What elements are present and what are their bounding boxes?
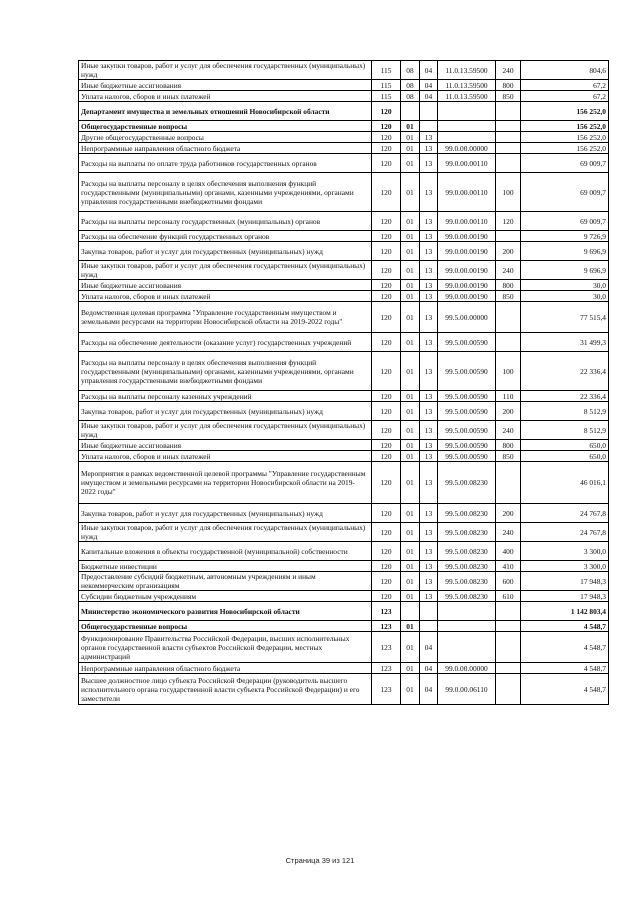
- cell-ved: 120: [372, 102, 401, 121]
- cell-name: Непрограммные направления областного бюджета: [79, 663, 372, 674]
- cell-ved: 123: [372, 602, 401, 621]
- cell-vr: [496, 154, 521, 173]
- cell-vr: [496, 663, 521, 674]
- cell-ved: 123: [372, 621, 401, 632]
- cell-csr: 99.5.00.00590: [438, 333, 496, 352]
- table-row: [79, 632, 609, 663]
- cell-csr: 99.5.00.00590: [438, 391, 496, 402]
- cell-name: Капитальные вложения в объекты государственной (муниципальной) собственности: [79, 542, 372, 561]
- cell-ved: 120: [372, 173, 401, 212]
- cell-vr: [496, 143, 521, 154]
- cell-name: Расходы на выплаты по оплате труда работников государственных органов: [79, 154, 372, 173]
- cell-rz: 01: [401, 561, 420, 572]
- cell-pr: 04: [420, 61, 438, 80]
- cell-sum: 17 948,3: [521, 572, 609, 591]
- cell-rz: 01: [401, 440, 420, 451]
- table-row: [79, 674, 609, 705]
- table-row: [79, 391, 609, 402]
- cell-ved: 120: [372, 154, 401, 173]
- cell-pr: 04: [420, 91, 438, 102]
- cell-vr: 850: [496, 291, 521, 302]
- cell-csr: [438, 632, 496, 663]
- cell-name: Уплата налогов, сборов и иных платежей: [79, 451, 372, 462]
- table-row: [79, 242, 609, 261]
- cell-ved: 120: [372, 402, 401, 421]
- cell-pr: 13: [420, 504, 438, 523]
- cell-ved: 120: [372, 302, 401, 333]
- cell-sum: 77 515,4: [521, 302, 609, 333]
- table-row: [79, 542, 609, 561]
- cell-name: Общегосударственные вопросы: [79, 621, 372, 632]
- cell-ved: 120: [372, 280, 401, 291]
- table-row: [79, 231, 609, 242]
- cell-sum: 156 252,0: [521, 132, 609, 143]
- table-row: [79, 291, 609, 302]
- cell-vr: [496, 333, 521, 352]
- table-row: [79, 261, 609, 280]
- cell-name: Расходы на выплаты персоналу в целях обеспечения выполнения функций государственными (муниципальными) органами, казенными учреждениями, органами управления государственными внебюджетными фондами: [79, 352, 372, 391]
- cell-ved: 120: [372, 572, 401, 591]
- cell-sum: 4 548,7: [521, 663, 609, 674]
- cell-rz: 01: [401, 572, 420, 591]
- cell-rz: 08: [401, 91, 420, 102]
- cell-ved: 120: [372, 212, 401, 231]
- cell-name: Уплата налогов, сборов и иных платежей: [79, 91, 372, 102]
- cell-vr: [496, 602, 521, 621]
- cell-csr: 99.0.00.00190: [438, 231, 496, 242]
- cell-name: Расходы на выплаты персоналу государственных (муниципальных) органов: [79, 212, 372, 231]
- cell-rz: 01: [401, 261, 420, 280]
- cell-csr: 11.0.13.59500: [438, 91, 496, 102]
- cell-vr: [496, 102, 521, 121]
- cell-pr: 04: [420, 663, 438, 674]
- cell-ved: 120: [372, 462, 401, 504]
- cell-pr: 13: [420, 242, 438, 261]
- cell-name: Уплата налогов, сборов и иных платежей: [79, 291, 372, 302]
- cell-name: Расходы на выплаты персоналу в целях обеспечения выполнения функций государственными (муниципальными) органами, казенными учреждениями, органами управления государственными внебюджетными фондами: [79, 173, 372, 212]
- cell-ved: 120: [372, 261, 401, 280]
- cell-csr: [438, 621, 496, 632]
- cell-sum: 9 696,9: [521, 242, 609, 261]
- cell-name: Иные закупки товаров, работ и услуг для обеспечения государственных (муниципальных) нужд: [79, 421, 372, 440]
- cell-pr: 13: [420, 451, 438, 462]
- cell-sum: 69 009,7: [521, 212, 609, 231]
- table-row: [79, 561, 609, 572]
- cell-rz: 01: [401, 632, 420, 663]
- table-row: [79, 523, 609, 542]
- cell-csr: 99.5.00.08230: [438, 591, 496, 602]
- cell-csr: 99.5.00.08230: [438, 504, 496, 523]
- cell-pr: 13: [420, 542, 438, 561]
- cell-rz: 01: [401, 333, 420, 352]
- cell-ved: 120: [372, 591, 401, 602]
- cell-rz: 01: [401, 402, 420, 421]
- cell-rz: 01: [401, 352, 420, 391]
- cell-ved: 115: [372, 61, 401, 80]
- cell-rz: 01: [401, 421, 420, 440]
- cell-vr: [496, 632, 521, 663]
- cell-vr: [496, 462, 521, 504]
- cell-name: Министерство экономического развития Новосибирской области: [79, 602, 372, 621]
- cell-csr: [438, 132, 496, 143]
- cell-sum: 8 512,9: [521, 421, 609, 440]
- cell-vr: [496, 302, 521, 333]
- cell-sum: 24 767,8: [521, 523, 609, 542]
- cell-csr: 99.0.00.00190: [438, 242, 496, 261]
- cell-csr: 99.0.00.06110: [438, 674, 496, 705]
- cell-rz: 01: [401, 302, 420, 333]
- table-row: [79, 102, 609, 121]
- table-row: [79, 462, 609, 504]
- cell-pr: 13: [420, 261, 438, 280]
- cell-csr: [438, 602, 496, 621]
- cell-pr: 13: [420, 143, 438, 154]
- cell-pr: 04: [420, 674, 438, 705]
- cell-sum: 156 252,0: [521, 121, 609, 132]
- cell-sum: 67,2: [521, 80, 609, 91]
- table-row: [79, 402, 609, 421]
- cell-rz: 01: [401, 242, 420, 261]
- cell-vr: 800: [496, 80, 521, 91]
- cell-pr: 13: [420, 302, 438, 333]
- cell-vr: 600: [496, 572, 521, 591]
- cell-csr: 99.0.00.00000: [438, 143, 496, 154]
- cell-pr: [420, 621, 438, 632]
- cell-pr: 13: [420, 391, 438, 402]
- table-row: [79, 80, 609, 91]
- cell-pr: 13: [420, 421, 438, 440]
- cell-rz: 01: [401, 523, 420, 542]
- cell-rz: 01: [401, 391, 420, 402]
- cell-csr: 99.5.00.08230: [438, 462, 496, 504]
- cell-vr: [496, 621, 521, 632]
- cell-sum: 17 948,3: [521, 591, 609, 602]
- cell-rz: 08: [401, 80, 420, 91]
- cell-sum: 46 016,1: [521, 462, 609, 504]
- cell-vr: 610: [496, 591, 521, 602]
- cell-rz: 01: [401, 504, 420, 523]
- cell-pr: 13: [420, 231, 438, 242]
- table-row: [79, 280, 609, 291]
- cell-ved: 120: [372, 143, 401, 154]
- cell-rz: 01: [401, 591, 420, 602]
- table-row: [79, 602, 609, 621]
- cell-name: Иные закупки товаров, работ и услуг для обеспечения государственных (муниципальных) нужд: [79, 523, 372, 542]
- cell-ved: 120: [372, 121, 401, 132]
- cell-rz: 01: [401, 451, 420, 462]
- cell-csr: [438, 102, 496, 121]
- cell-name: Закупка товаров, работ и услуг для государственных (муниципальных) нужд: [79, 504, 372, 523]
- table-row: [79, 61, 609, 80]
- cell-pr: 04: [420, 632, 438, 663]
- cell-ved: 120: [372, 333, 401, 352]
- cell-pr: [420, 602, 438, 621]
- cell-vr: 200: [496, 242, 521, 261]
- table-row: [79, 91, 609, 102]
- cell-name: Закупка товаров, работ и услуг для государственных (муниципальных) нужд: [79, 402, 372, 421]
- cell-name: Высшее должностное лицо субъекта Российской Федерации (руководитель высшего исполнительного органа государственной власти субъекта Российской Федерации) и его заместители: [79, 674, 372, 705]
- cell-name: Ведомственная целевая программа "Управление государственным имуществом и земельными ресурсами на территории Новосибирской области на 2019-2022 годы": [79, 302, 372, 333]
- table-row: [79, 572, 609, 591]
- cell-name: Иные бюджетные ассигнования: [79, 80, 372, 91]
- cell-pr: 13: [420, 402, 438, 421]
- cell-sum: 69 009,7: [521, 154, 609, 173]
- cell-vr: 240: [496, 61, 521, 80]
- cell-pr: 13: [420, 462, 438, 504]
- cell-csr: 11.0.13.59500: [438, 80, 496, 91]
- cell-sum: 650,0: [521, 451, 609, 462]
- cell-csr: 99.5.00.00590: [438, 352, 496, 391]
- cell-rz: 01: [401, 143, 420, 154]
- cell-csr: 99.5.00.00000: [438, 302, 496, 333]
- cell-rz: 01: [401, 212, 420, 231]
- cell-sum: 30,0: [521, 291, 609, 302]
- cell-vr: [496, 231, 521, 242]
- cell-ved: 120: [372, 242, 401, 261]
- cell-name: Иные бюджетные ассигнования: [79, 280, 372, 291]
- cell-ved: 120: [372, 523, 401, 542]
- cell-vr: 200: [496, 402, 521, 421]
- table-row: [79, 143, 609, 154]
- cell-vr: [496, 121, 521, 132]
- cell-pr: 13: [420, 132, 438, 143]
- cell-ved: 120: [372, 451, 401, 462]
- cell-rz: 01: [401, 621, 420, 632]
- table-row: [79, 154, 609, 173]
- cell-name: Функционирование Правительства Российской Федерации, высших исполнительных органов государственной власти субъектов Российской Федерации, местных администраций: [79, 632, 372, 663]
- cell-csr: 99.5.00.08230: [438, 542, 496, 561]
- cell-sum: 1 142 803,4: [521, 602, 609, 621]
- table-row: [79, 421, 609, 440]
- cell-sum: 24 767,8: [521, 504, 609, 523]
- cell-csr: 11.0.13.59500: [438, 61, 496, 80]
- cell-pr: 13: [420, 352, 438, 391]
- cell-vr: 100: [496, 352, 521, 391]
- cell-rz: 08: [401, 61, 420, 80]
- cell-rz: 01: [401, 121, 420, 132]
- cell-pr: 04: [420, 80, 438, 91]
- cell-pr: 13: [420, 561, 438, 572]
- cell-ved: 120: [372, 391, 401, 402]
- cell-name: Иные бюджетные ассигнования: [79, 440, 372, 451]
- cell-vr: 200: [496, 504, 521, 523]
- cell-pr: 13: [420, 523, 438, 542]
- cell-ved: 120: [372, 231, 401, 242]
- cell-pr: [420, 102, 438, 121]
- cell-ved: 115: [372, 91, 401, 102]
- cell-sum: 650,0: [521, 440, 609, 451]
- cell-sum: 30,0: [521, 280, 609, 291]
- cell-rz: 01: [401, 663, 420, 674]
- cell-rz: 01: [401, 542, 420, 561]
- cell-pr: 13: [420, 212, 438, 231]
- cell-vr: 400: [496, 542, 521, 561]
- cell-vr: 240: [496, 523, 521, 542]
- cell-sum: 156 252,0: [521, 143, 609, 154]
- table-row: [79, 333, 609, 352]
- cell-name: Непрограммные направления областного бюджета: [79, 143, 372, 154]
- table-row: [79, 440, 609, 451]
- cell-csr: 99.5.00.00590: [438, 402, 496, 421]
- cell-csr: 99.0.00.00190: [438, 261, 496, 280]
- cell-sum: 156 252,0: [521, 102, 609, 121]
- cell-sum: 4 548,7: [521, 674, 609, 705]
- cell-sum: 804,6: [521, 61, 609, 80]
- cell-csr: [438, 121, 496, 132]
- cell-sum: 4 548,7: [521, 632, 609, 663]
- cell-rz: 01: [401, 280, 420, 291]
- cell-sum: 3 300,0: [521, 561, 609, 572]
- cell-sum: 67,2: [521, 91, 609, 102]
- cell-vr: 120: [496, 212, 521, 231]
- cell-sum: 31 499,3: [521, 333, 609, 352]
- cell-name: Субсидии бюджетным учреждениям: [79, 591, 372, 602]
- cell-vr: 240: [496, 261, 521, 280]
- table-row: [79, 212, 609, 231]
- cell-ved: 120: [372, 440, 401, 451]
- cell-name: Иные закупки товаров, работ и услуг для обеспечения государственных (муниципальных) нужд: [79, 61, 372, 80]
- cell-vr: 100: [496, 173, 521, 212]
- cell-vr: 800: [496, 440, 521, 451]
- cell-name: Иные закупки товаров, работ и услуг для обеспечения государственных (муниципальных) нужд: [79, 261, 372, 280]
- cell-rz: 01: [401, 291, 420, 302]
- cell-rz: 01: [401, 462, 420, 504]
- cell-csr: 99.0.00.00110: [438, 154, 496, 173]
- cell-csr: 99.0.00.00110: [438, 173, 496, 212]
- cell-pr: 13: [420, 440, 438, 451]
- cell-ved: 123: [372, 632, 401, 663]
- table-row: [79, 121, 609, 132]
- cell-rz: 01: [401, 674, 420, 705]
- cell-name: Предоставление субсидий бюджетным, автономным учреждениям и иным некоммерческим организациям: [79, 572, 372, 591]
- cell-name: Расходы на выплаты персоналу казенных учреждений: [79, 391, 372, 402]
- cell-name: Расходы на обеспечение деятельности (оказание услуг) государственных учреждений: [79, 333, 372, 352]
- cell-pr: [420, 121, 438, 132]
- cell-csr: 99.0.00.00110: [438, 212, 496, 231]
- cell-pr: 13: [420, 333, 438, 352]
- cell-sum: 22 336,4: [521, 352, 609, 391]
- cell-sum: 9 726,9: [521, 231, 609, 242]
- table-row: [79, 451, 609, 462]
- cell-rz: [401, 102, 420, 121]
- cell-name: Расходы на обеспечение функций государственных органов: [79, 231, 372, 242]
- cell-rz: 01: [401, 132, 420, 143]
- cell-name: Другие общегосударственные вопросы: [79, 132, 372, 143]
- cell-vr: 410: [496, 561, 521, 572]
- cell-vr: 800: [496, 280, 521, 291]
- cell-vr: 850: [496, 451, 521, 462]
- cell-vr: [496, 132, 521, 143]
- table-row: [79, 621, 609, 632]
- cell-vr: 110: [496, 391, 521, 402]
- cell-pr: 13: [420, 154, 438, 173]
- cell-ved: 123: [372, 674, 401, 705]
- cell-csr: 99.0.00.00190: [438, 280, 496, 291]
- cell-csr: 99.5.00.00590: [438, 421, 496, 440]
- cell-pr: 13: [420, 280, 438, 291]
- cell-pr: 13: [420, 291, 438, 302]
- cell-csr: 99.0.00.00190: [438, 291, 496, 302]
- cell-pr: 13: [420, 572, 438, 591]
- cell-sum: 3 300,0: [521, 542, 609, 561]
- table-row: [79, 173, 609, 212]
- cell-vr: 240: [496, 421, 521, 440]
- cell-ved: 120: [372, 421, 401, 440]
- cell-name: Бюджетные инвестиции: [79, 561, 372, 572]
- cell-name: Департамент имущества и земельных отношений Новосибирской области: [79, 102, 372, 121]
- cell-vr: [496, 674, 521, 705]
- cell-ved: 120: [372, 132, 401, 143]
- cell-ved: 115: [372, 80, 401, 91]
- cell-ved: 120: [372, 352, 401, 391]
- cell-ved: 120: [372, 561, 401, 572]
- cell-name: Закупка товаров, работ и услуг для государственных (муниципальных) нужд: [79, 242, 372, 261]
- cell-ved: 120: [372, 542, 401, 561]
- budget-table: [78, 60, 609, 705]
- cell-csr: 99.5.00.08230: [438, 561, 496, 572]
- cell-sum: 8 512,9: [521, 402, 609, 421]
- table-row: [79, 302, 609, 333]
- cell-ved: 120: [372, 291, 401, 302]
- cell-sum: 9 696,9: [521, 261, 609, 280]
- table-row: [79, 663, 609, 674]
- cell-rz: 01: [401, 154, 420, 173]
- cell-csr: 99.5.00.00590: [438, 451, 496, 462]
- table-row: [79, 132, 609, 143]
- table-row: [79, 352, 609, 391]
- cell-pr: 13: [420, 591, 438, 602]
- cell-pr: 13: [420, 173, 438, 212]
- table-row: [79, 504, 609, 523]
- page-number: Страница 39 из 121: [285, 856, 355, 865]
- cell-ved: 123: [372, 663, 401, 674]
- cell-csr: 99.0.00.00000: [438, 663, 496, 674]
- cell-sum: 69 009,7: [521, 173, 609, 212]
- cell-csr: 99.5.00.08230: [438, 523, 496, 542]
- cell-rz: [401, 602, 420, 621]
- cell-name: Мероприятия в рамках ведомственной целевой программы "Управление государственным имуществом и земельными ресурсами на территории Новосибирской области на 2019-2022 годы": [79, 462, 372, 504]
- table-row: [79, 591, 609, 602]
- cell-csr: 99.5.00.08230: [438, 572, 496, 591]
- cell-rz: 01: [401, 173, 420, 212]
- cell-csr: 99.5.00.00590: [438, 440, 496, 451]
- cell-sum: 22 336,4: [521, 391, 609, 402]
- cell-sum: 4 548,7: [521, 621, 609, 632]
- cell-ved: 120: [372, 504, 401, 523]
- cell-rz: 01: [401, 231, 420, 242]
- cell-name: Общегосударственные вопросы: [79, 121, 372, 132]
- cell-vr: 850: [496, 91, 521, 102]
